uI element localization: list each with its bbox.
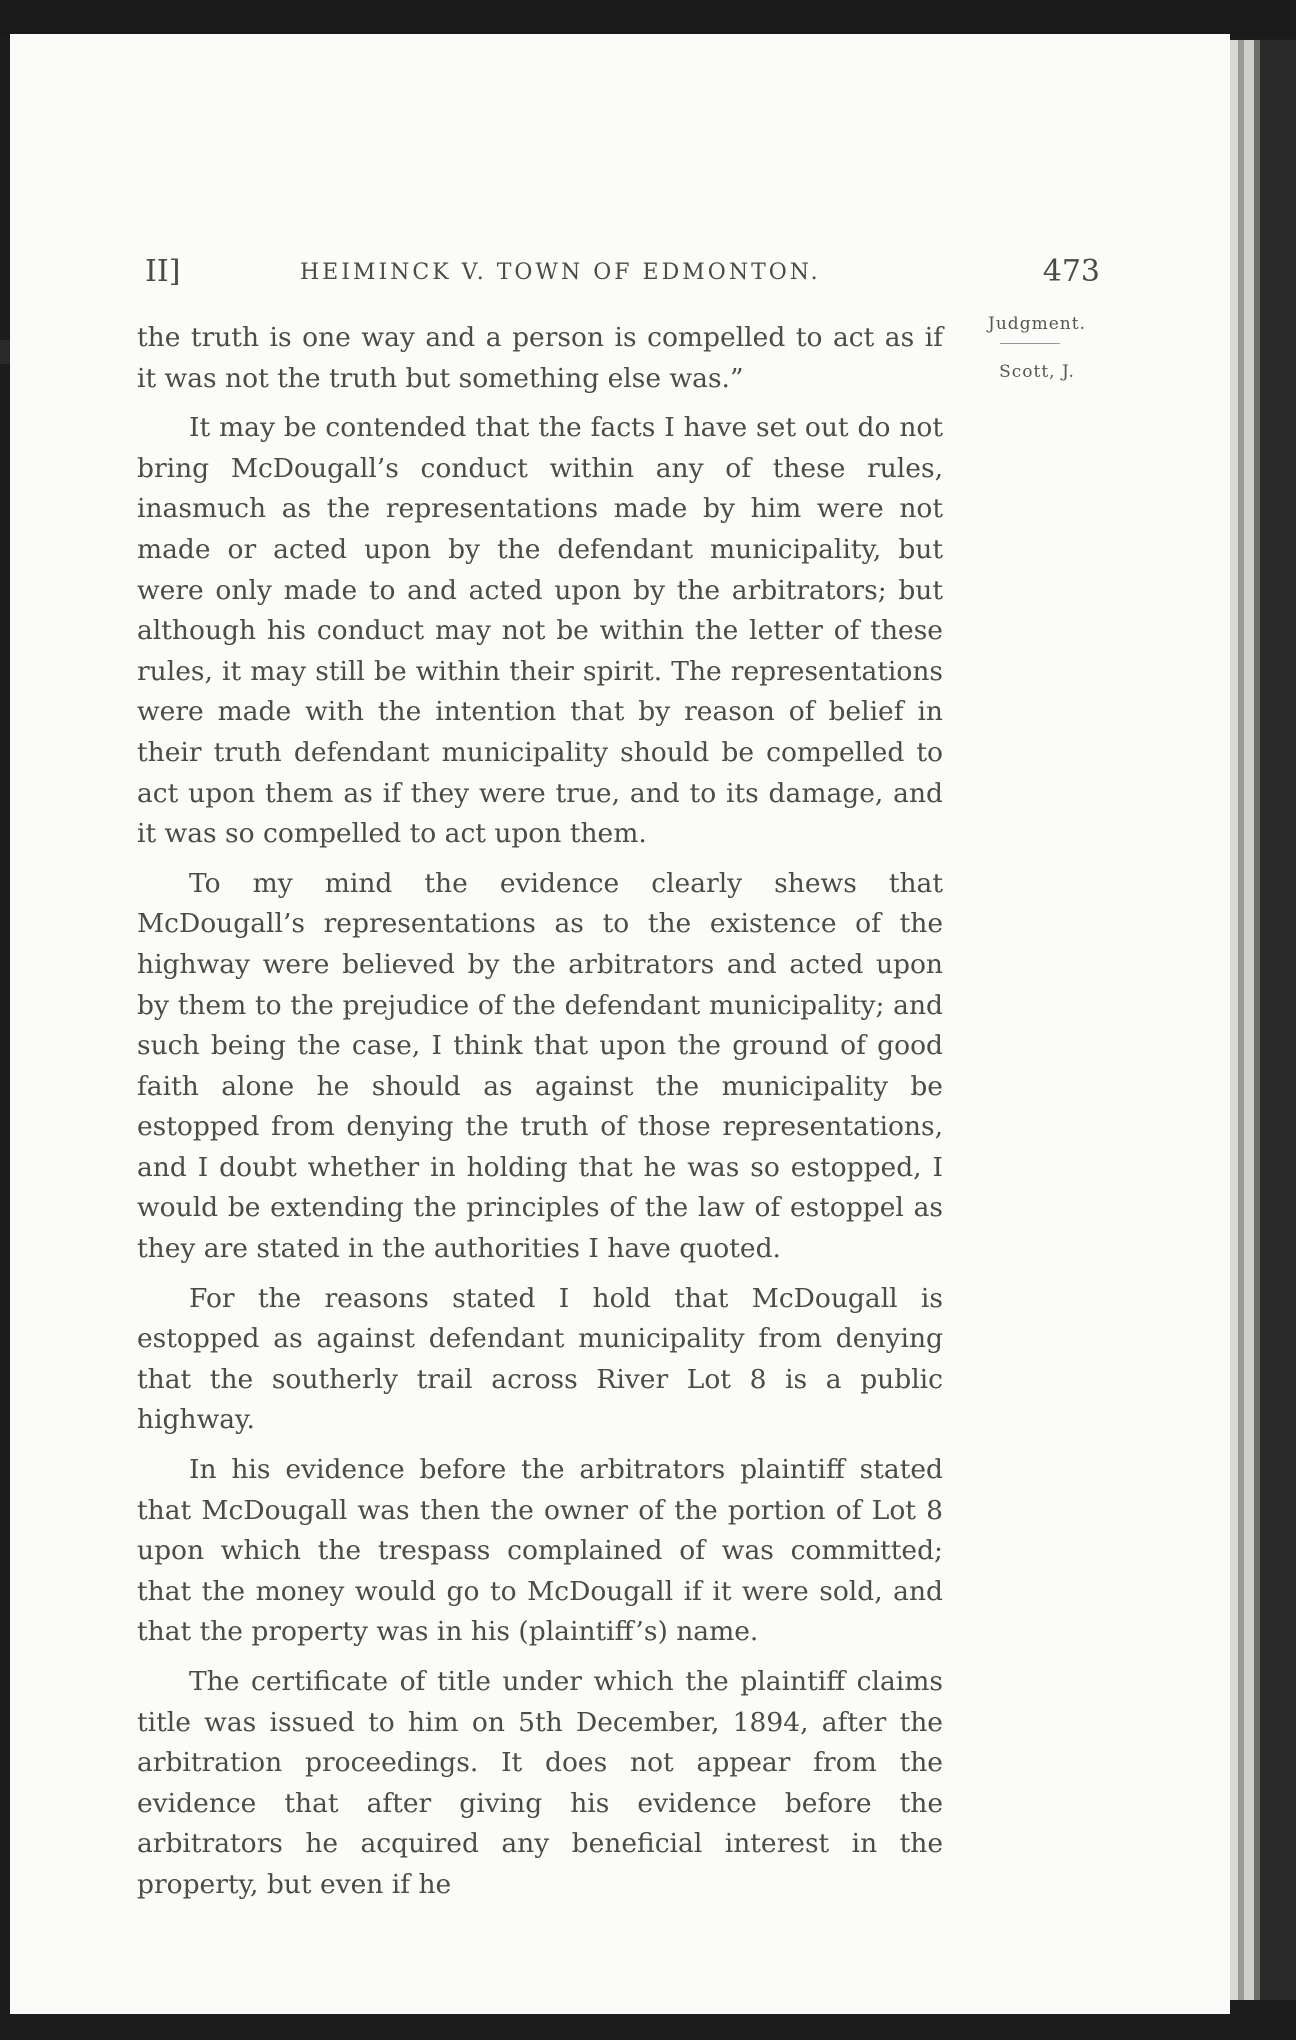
scan-border-top [0, 0, 1296, 34]
marginal-note-judgment: Judgment. [988, 314, 1086, 334]
paragraph: To my mind the evidence clearly shews that McDougall’s representations as to the existence of the highway were believed by the arbitrators and acted upon by them to the prejudice of the defendant municipality; and such being the case, I think that upon the ground of good faith alone he should as against the municipality be estopped from denying the truth of those representations, and I doubt whether in holding that he was so estopped, I would be extending the principles of the law of estoppel as they are stated in the authorities I have quoted. [137, 867, 943, 1265]
marginal-rule [1000, 343, 1060, 344]
case-title: HEIMINCK V. TOWN OF EDMONTON. [300, 260, 821, 285]
scan-border-right [1260, 40, 1296, 2000]
paragraph: the truth is one way and a person is compelled to act as if it was not the truth but something else was.” [137, 322, 943, 394]
marginal-note-judge: Scott, J. [999, 362, 1075, 382]
paragraph: The certificate of title under which the plaintiff claims title was issued to him on 5th December, 1894, after the arbitration proceedings. It does not appear from the evidence that after giving his evidence before the arbitrators he acquired any beneficial interest in the property, but even if he [137, 1666, 943, 1900]
paragraph: In his evidence before the arbitrators plaintiff stated that McDougall was then the owner of the portion of Lot 8 upon which the trespass complained of was committed; that the money would go to McDougall if it were sold, and that the property was in his (plaintiff’s) name. [137, 1454, 943, 1648]
page-stack-edge [1244, 40, 1254, 2000]
section-number: II] [145, 254, 181, 289]
paragraph: For the reasons stated I hold that McDougall is estopped as against defendant municipality from denying that the southerly trail across River Lot 8 is a public highway. [137, 1282, 943, 1436]
running-header [145, 254, 1100, 290]
page-number: 473 [1042, 254, 1100, 289]
page-stack-edge [1230, 40, 1238, 2000]
body-text [137, 318, 943, 1906]
paragraph: It may be contended that the facts I have set out do not bring McDougall’s conduct within any of these rules, inasmuch as the representations made by him were not made or acted upon by the defendant municipality, but were only made to and acted upon by the arbitrators; but although his conduct may not be within the letter of these rules, it may still be within their spirit. The representations were made with the intention that by reason of belief in their truth defendant municipality should be compelled to act upon them as if they were true, and to its damage, and it was so compelled to act upon them. [137, 412, 943, 850]
